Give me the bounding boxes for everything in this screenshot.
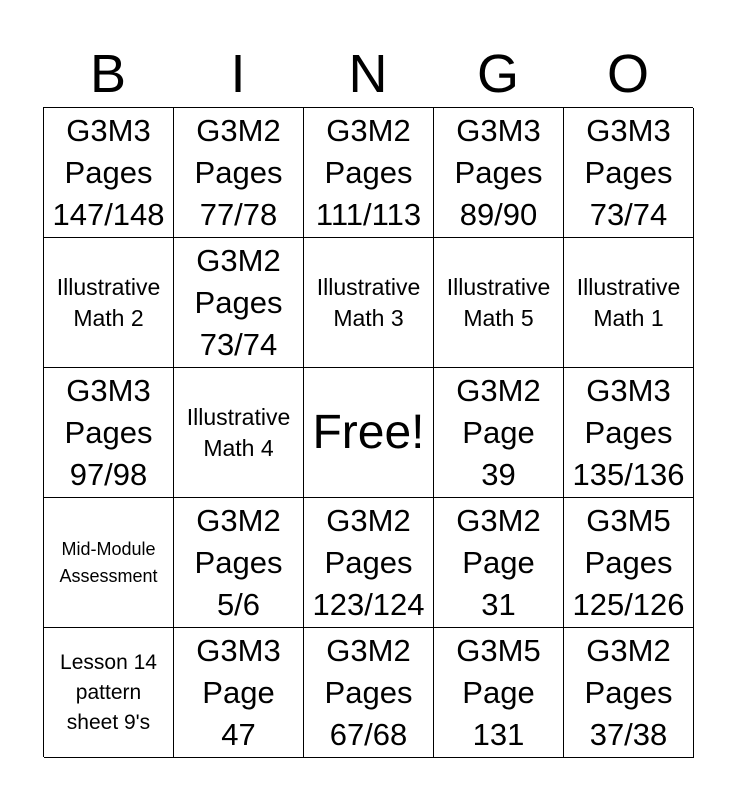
bingo-cell[interactable]: G3M2 Page 31 <box>434 498 564 628</box>
header-letter-b: B <box>89 44 127 104</box>
bingo-cell[interactable]: G3M3 Pages 135/136 <box>564 368 694 498</box>
header-letter-o: O <box>606 44 649 104</box>
bingo-cell[interactable]: G3M2 Pages 111/113 <box>304 108 434 238</box>
bingo-cell[interactable]: G3M3 Pages 97/98 <box>44 368 174 498</box>
bingo-cell[interactable]: Illustrative Math 1 <box>564 238 694 368</box>
header-letter-n: N <box>348 44 388 104</box>
header-letter-i: I <box>230 44 246 104</box>
bingo-cell[interactable]: Mid-Module Assessment <box>44 498 174 628</box>
bingo-cell[interactable]: Illustrative Math 5 <box>434 238 564 368</box>
bingo-cell[interactable]: G3M2 Pages 123/124 <box>304 498 434 628</box>
bingo-cell[interactable]: G3M5 Page 131 <box>434 628 564 758</box>
bingo-cell[interactable]: G3M3 Pages 73/74 <box>564 108 694 238</box>
bingo-cell[interactable]: G3M3 Pages 89/90 <box>434 108 564 238</box>
bingo-cell[interactable]: G3M2 Pages 77/78 <box>174 108 304 238</box>
bingo-cell[interactable]: G3M2 Pages 67/68 <box>304 628 434 758</box>
bingo-cell[interactable]: G3M2 Pages 5/6 <box>174 498 304 628</box>
free-space-cell[interactable]: Free! <box>304 368 434 498</box>
header-letter-g: G <box>476 44 519 104</box>
bingo-cell[interactable]: G3M2 Pages 37/38 <box>564 628 694 758</box>
bingo-cell[interactable]: Illustrative Math 3 <box>304 238 434 368</box>
bingo-cell[interactable]: Illustrative Math 4 <box>174 368 304 498</box>
bingo-header <box>43 40 693 108</box>
bingo-cell[interactable]: G3M2 Page 39 <box>434 368 564 498</box>
bingo-cell[interactable]: G3M2 Pages 73/74 <box>174 238 304 368</box>
bingo-cell[interactable]: G3M5 Pages 125/126 <box>564 498 694 628</box>
bingo-cell[interactable]: Illustrative Math 2 <box>44 238 174 368</box>
bingo-cell[interactable]: G3M3 Pages 147/148 <box>44 108 174 238</box>
bingo-cell[interactable]: G3M3 Page 47 <box>174 628 304 758</box>
bingo-board <box>43 107 693 757</box>
bingo-cell[interactable]: Lesson 14 pattern sheet 9's <box>44 628 174 758</box>
